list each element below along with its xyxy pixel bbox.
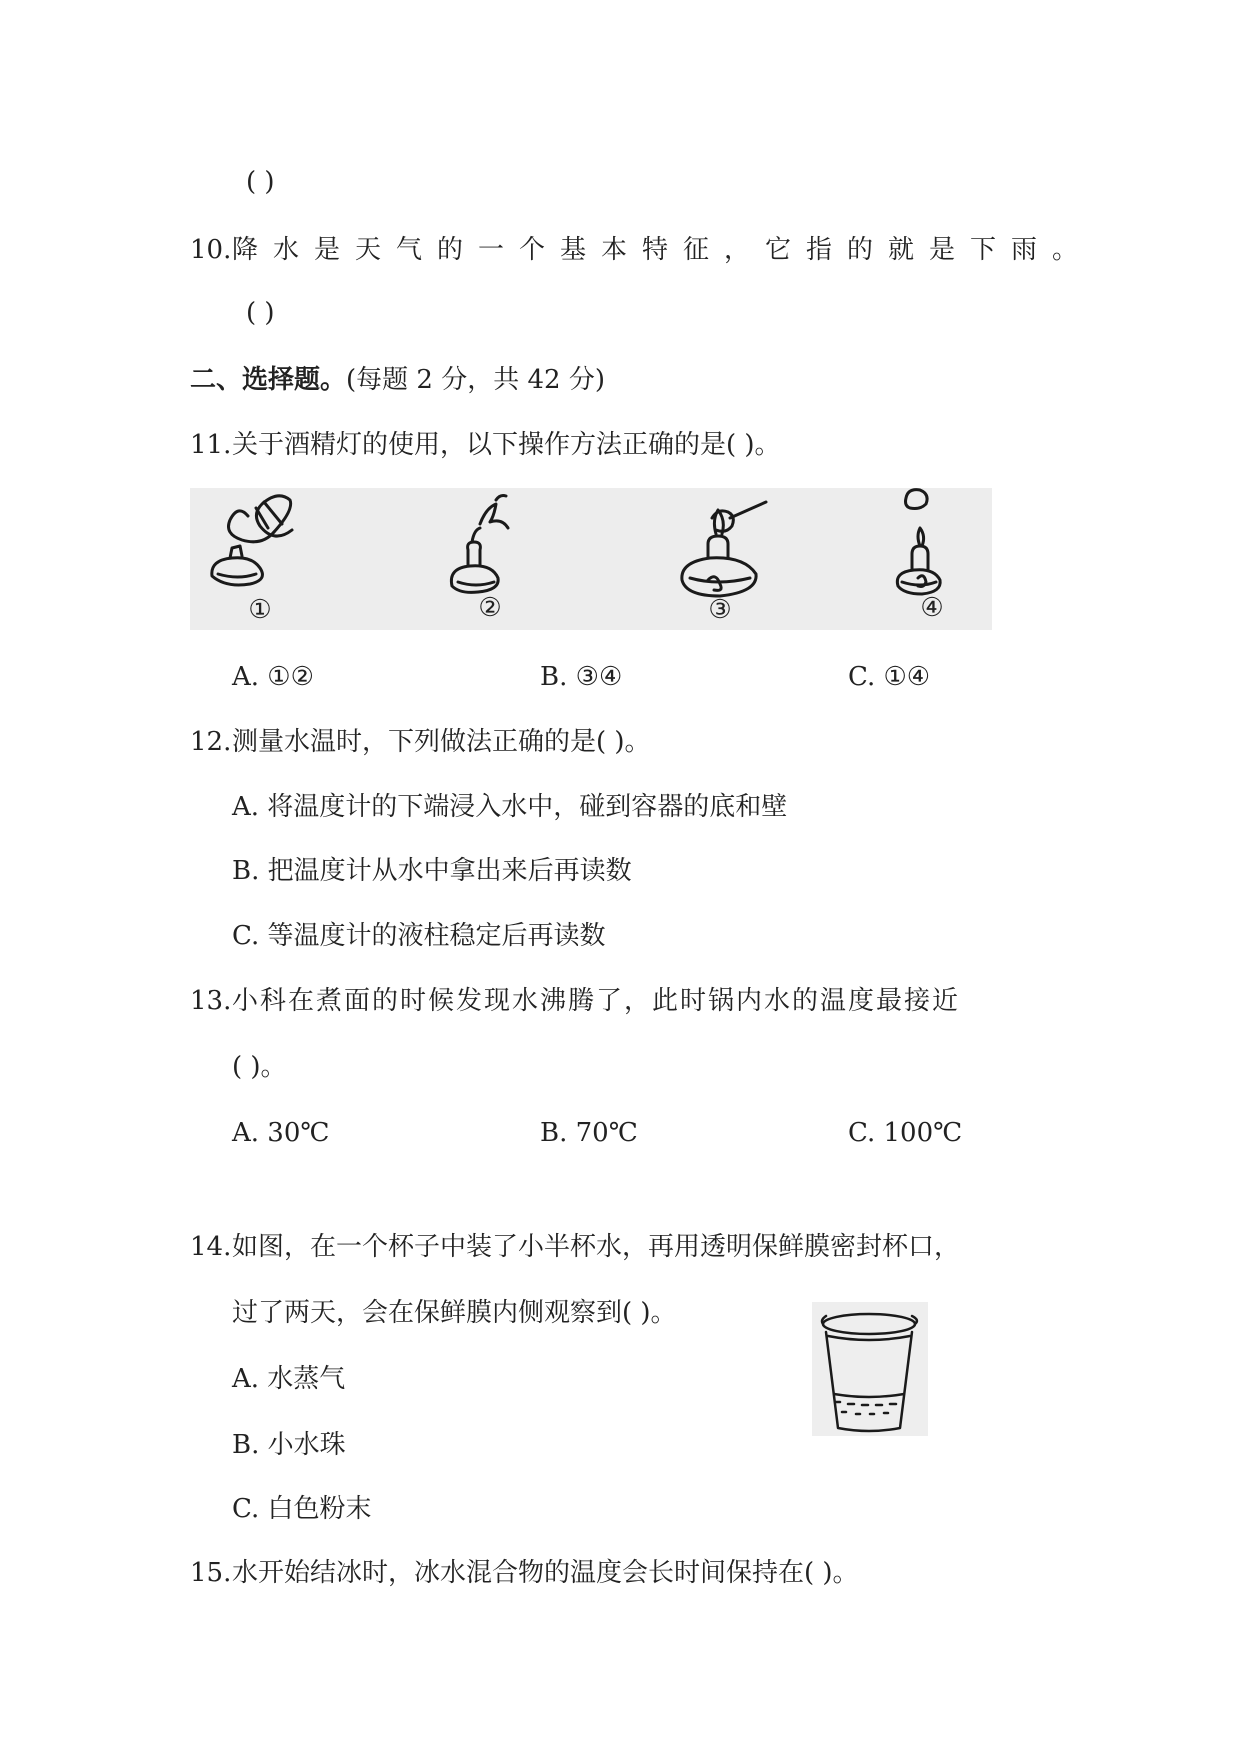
q13-option-a[interactable]: A. 30℃ [232, 1118, 330, 1148]
lamp-label-2: ② [478, 593, 502, 623]
q11-option-b[interactable]: B. ③④ [540, 662, 623, 692]
q9-answer-bracket[interactable]: ( ) [246, 167, 275, 197]
sealed-cup-icon [812, 1302, 928, 1436]
q14-text-line2: 过了两天，会在保鲜膜内侧观察到( )。 [232, 1298, 677, 1328]
lamp-label-1: ① [248, 595, 272, 625]
lamp-2-icon [451, 496, 508, 593]
section-title: 二、选择题。 [190, 365, 347, 395]
lamp-label-4: ④ [920, 593, 944, 623]
q14-option-a[interactable]: A. 水蒸气 [232, 1364, 346, 1394]
q10-text: 降水是天气的一个基本特征，它指的就是下雨。 [232, 235, 1094, 265]
cup-figure [812, 1302, 928, 1436]
q13-option-c[interactable]: C. 100℃ [848, 1118, 963, 1148]
q13-number: 13. [190, 986, 232, 1016]
q14-number: 14. [190, 1232, 232, 1262]
q12-option-c[interactable]: C. 等温度计的液柱稳定后再读数 [232, 921, 606, 951]
q11-option-a[interactable]: A. ①② [232, 662, 314, 692]
q12-text: 测量水温时，下列做法正确的是( )。 [232, 727, 651, 757]
q13-answer-bracket[interactable]: ( )。 [232, 1052, 287, 1082]
q14-option-b[interactable]: B. 小水珠 [232, 1430, 346, 1460]
q15-text: 水开始结冰时，冰水混合物的温度会长时间保持在( )。 [232, 1558, 859, 1588]
section-heading [190, 363, 605, 397]
lamp-3-icon [682, 502, 766, 596]
q11-option-c[interactable]: C. ①④ [848, 662, 931, 692]
q12-number: 12. [190, 727, 232, 757]
alcohol-lamp-figure [190, 488, 992, 630]
alcohol-lamp-drawings [190, 488, 992, 630]
q12-option-a[interactable]: A. 将温度计的下端浸入水中，碰到容器的底和壁 [232, 792, 788, 822]
q11-number: 11. [190, 430, 232, 460]
lamp-4-icon [897, 490, 940, 594]
q12-option-b[interactable]: B. 把温度计从水中拿出来后再读数 [232, 856, 632, 886]
lamp-1-icon [212, 496, 292, 585]
section-score-note: (每题 2 分，共 42 分) [346, 365, 605, 395]
q13-text: 小科在煮面的时候发现水沸腾了，此时锅内水的温度最接近 [232, 986, 961, 1016]
q14-text: 如图，在一个杯子中装了小半杯水，再用透明保鲜膜密封杯口， [232, 1232, 961, 1262]
q11-text: 关于酒精灯的使用，以下操作方法正确的是( )。 [232, 430, 781, 460]
q10-number: 10. [190, 235, 232, 265]
q13-option-b[interactable]: B. 70℃ [540, 1118, 638, 1148]
q14-option-c[interactable]: C. 白色粉末 [232, 1494, 372, 1524]
lamp-label-3: ③ [708, 595, 732, 625]
q15-number: 15. [190, 1558, 232, 1588]
q10-answer-bracket[interactable]: ( ) [246, 298, 275, 328]
